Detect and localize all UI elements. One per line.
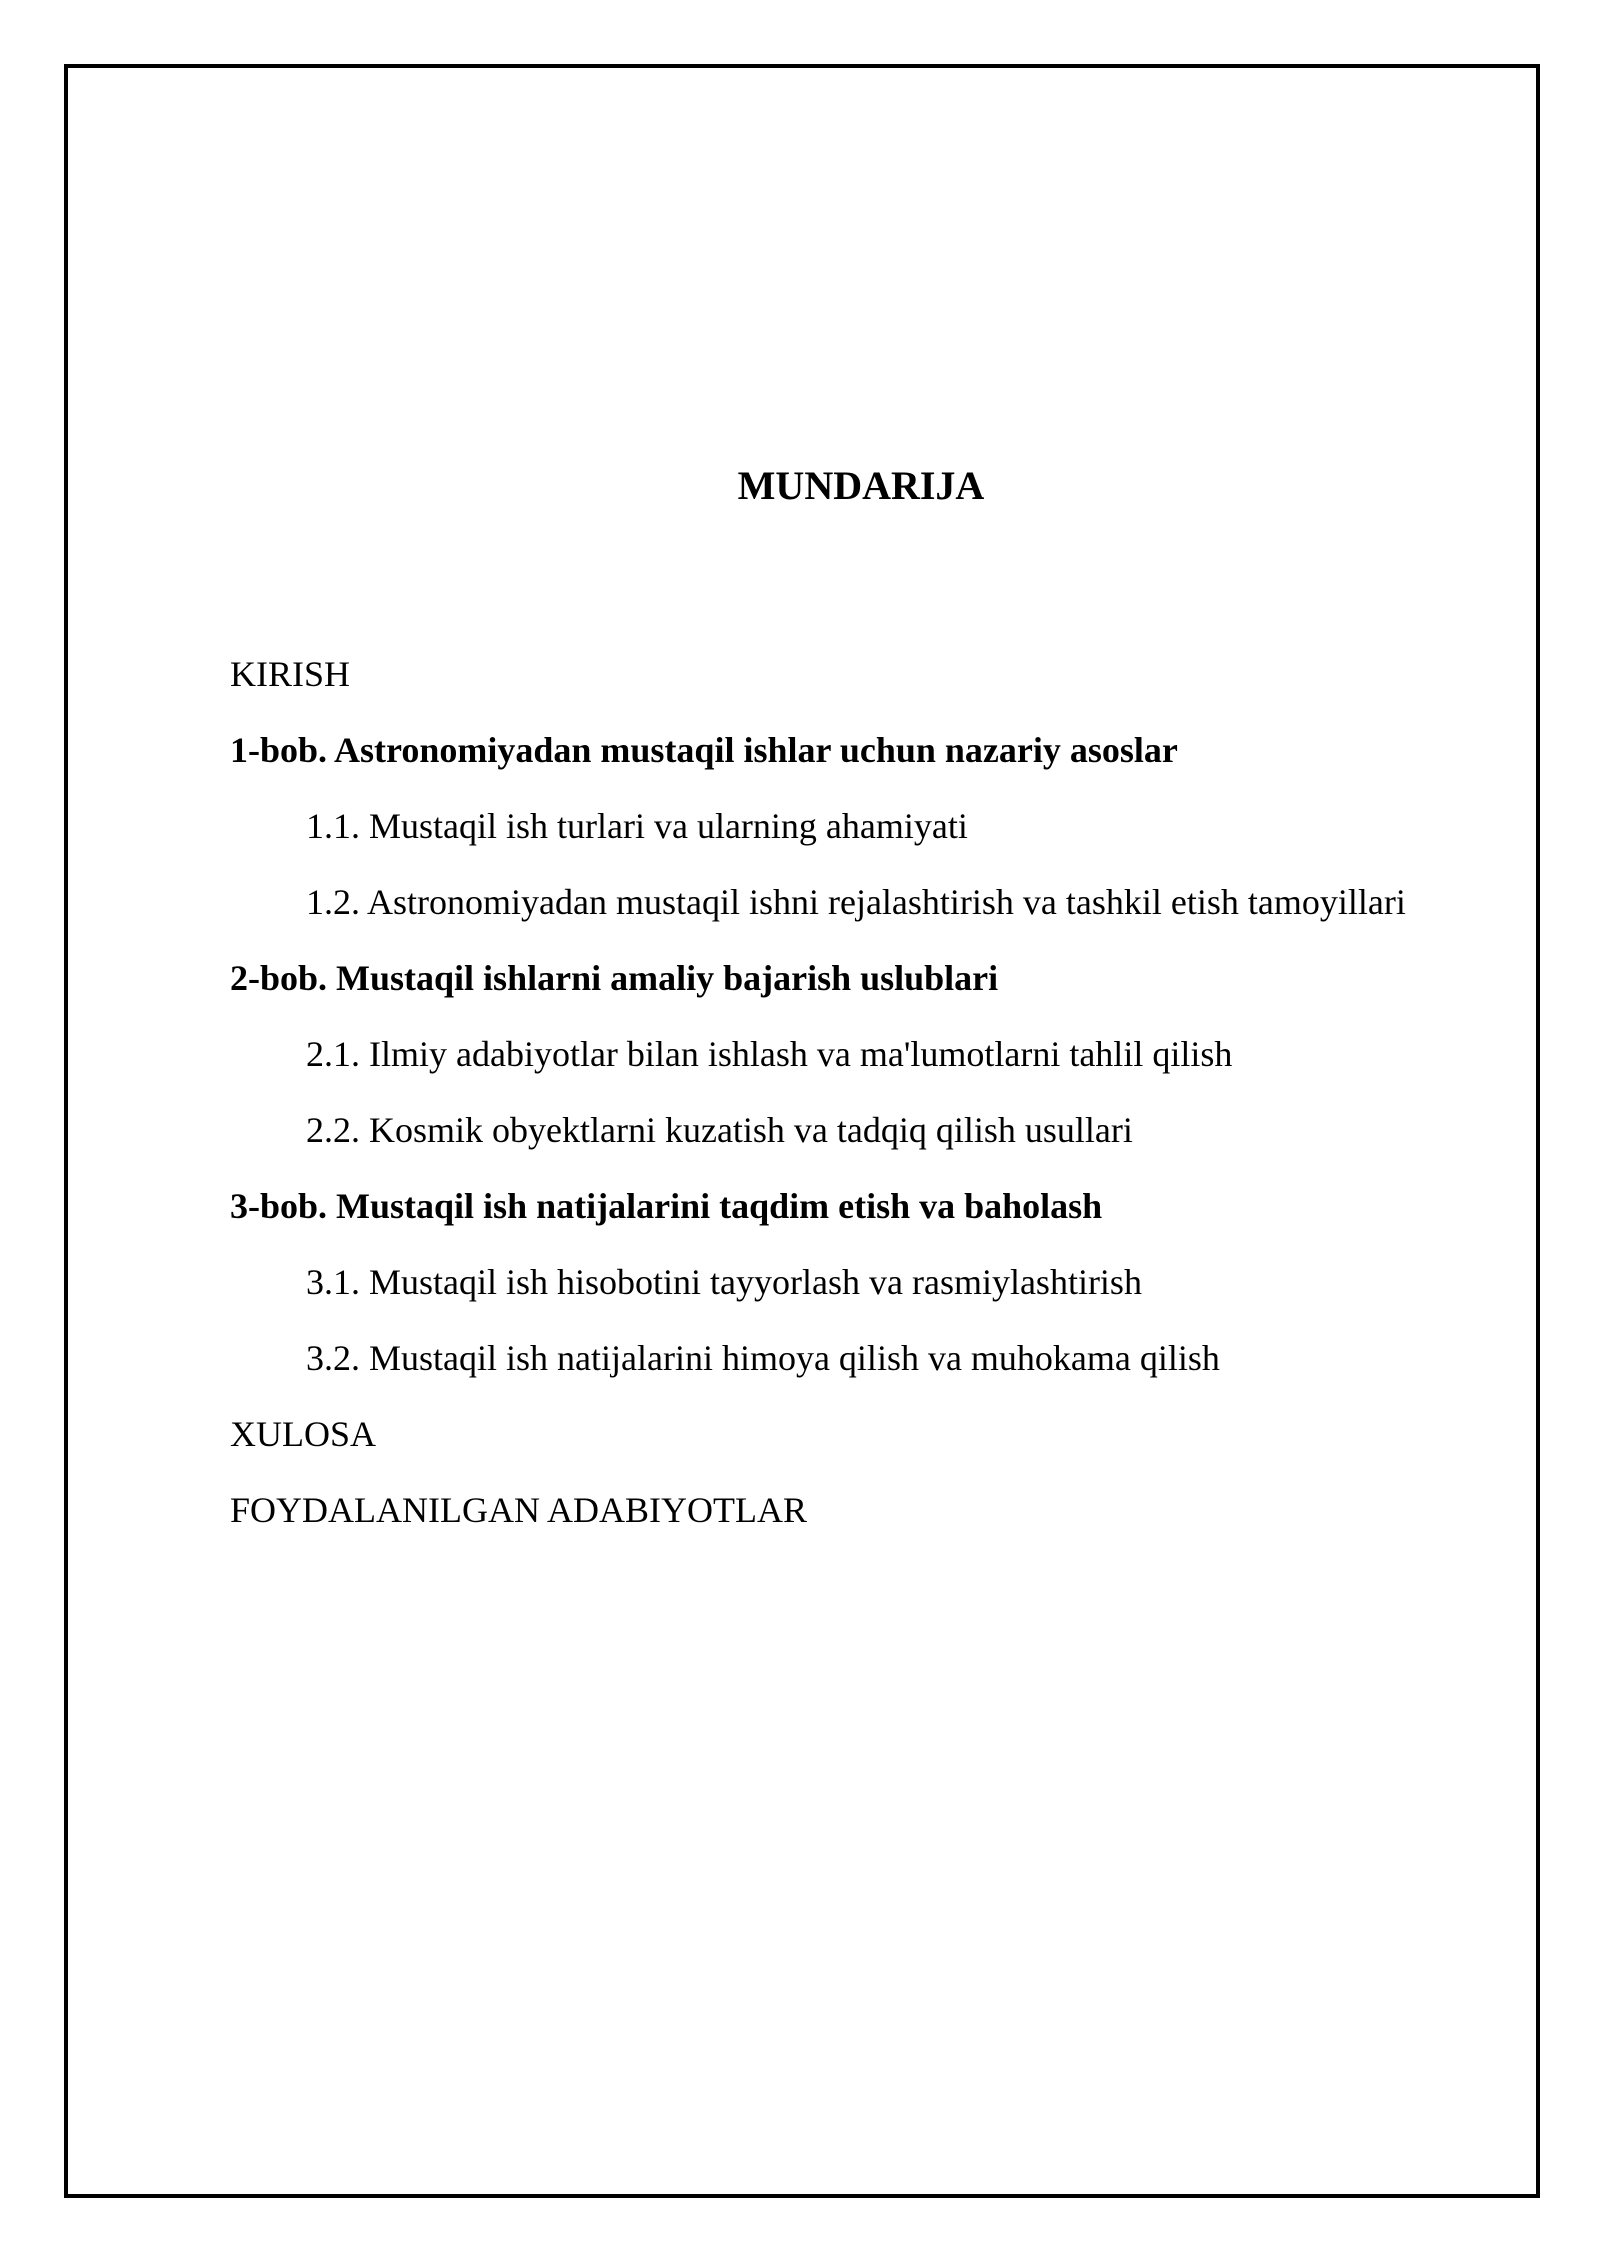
toc-chapter-3: 3-bob. Mustaqil ish natijalarini taqdim etish va baholash [230, 1186, 1103, 1226]
toc-section-1-1: 1.1. Mustaqil ish turlari va ularning ahamiyati [306, 806, 968, 846]
toc-section-3-2: 3.2. Mustaqil ish natijalarini himoya qilish va muhokama qilish [306, 1338, 1220, 1378]
toc-item-introduction: KIRISH [230, 654, 351, 694]
toc-section-2-2: 2.2. Kosmik obyektlarni kuzatish va tadqiq qilish usullari [306, 1110, 1133, 1150]
toc-item-references: FOYDALANILGAN ADABIYOTLAR [230, 1490, 807, 1530]
toc-section-2-1: 2.1. Ilmiy adabiyotlar bilan ishlash va ma'lumotlarni tahlil qilish [306, 1034, 1233, 1074]
page-title: MUNDARIJA [737, 463, 985, 508]
toc-section-3-1: 3.1. Mustaqil ish hisobotini tayyorlash va rasmiylashtirish [306, 1262, 1142, 1302]
toc-chapter-1: 1-bob. Astronomiyadan mustaqil ishlar uchun nazariy asoslar [230, 730, 1178, 770]
toc-chapter-2: 2-bob. Mustaqil ishlarni amaliy bajarish uslublari [230, 958, 999, 998]
table-of-contents [230, 636, 1530, 1548]
toc-item-conclusion: XULOSA [230, 1414, 377, 1454]
toc-section-1-2: 1.2. Astronomiyadan mustaqil ishni rejalashtirish va tashkil etish tamoyillari [306, 882, 1406, 922]
